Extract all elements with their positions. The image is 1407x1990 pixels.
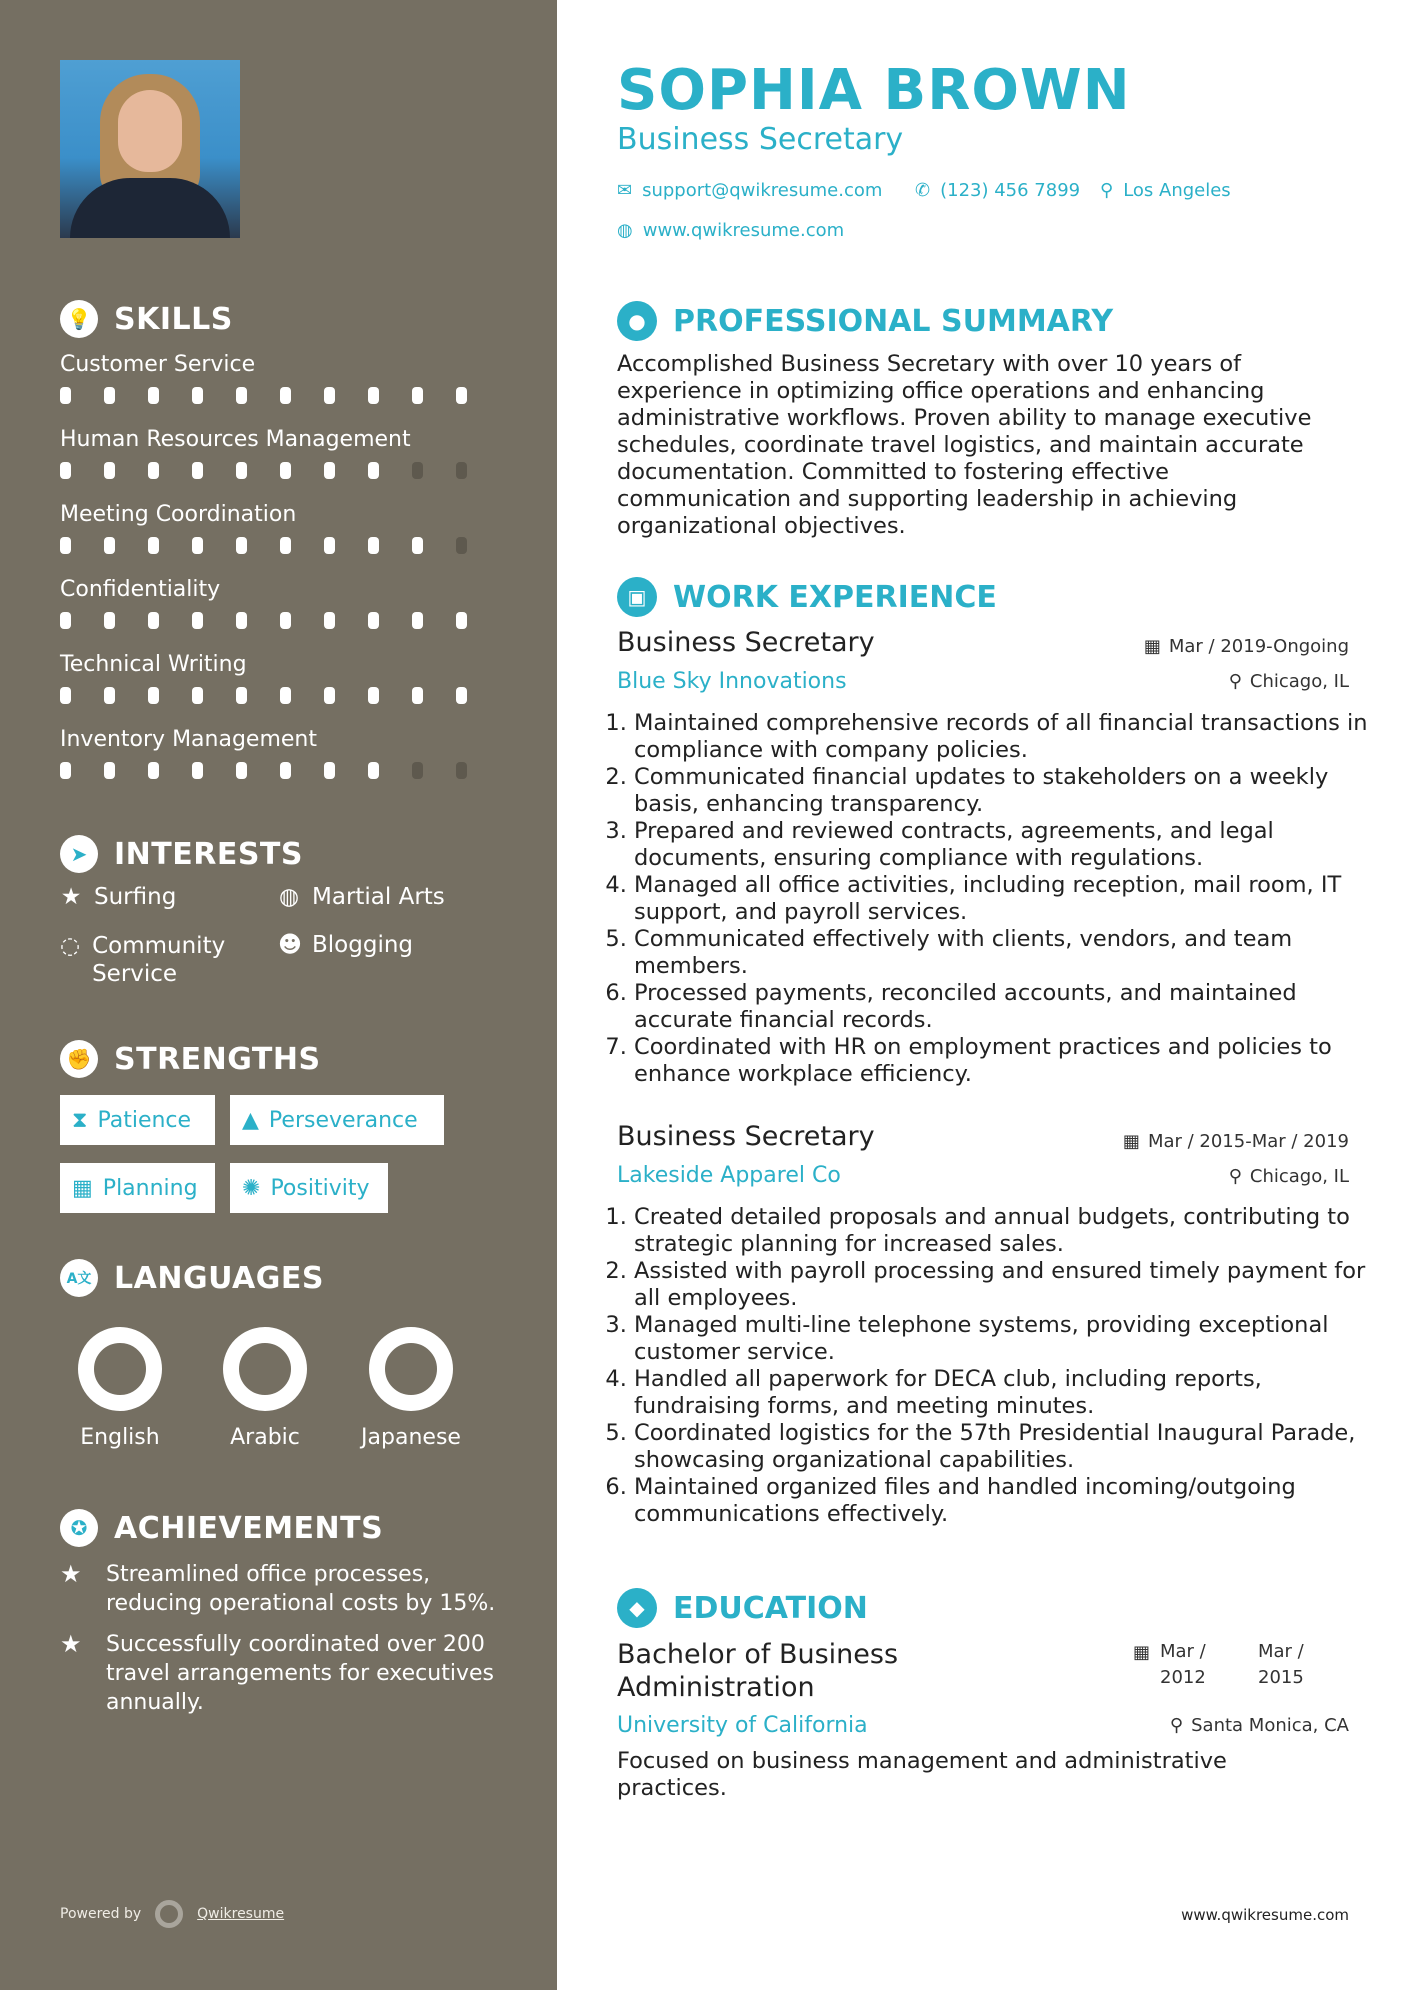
rating-dot <box>456 612 467 629</box>
rating-dot <box>280 537 291 554</box>
translate-icon: A文 <box>60 1259 98 1297</box>
list-item: 3. Prepared and reviewed contracts, agreements, and legal documents, ensuring compliance with regulations. <box>634 818 1374 872</box>
strength-tag: ▲ Perseverance <box>230 1095 444 1145</box>
rating-dot <box>280 462 291 479</box>
globe-icon: ◍ <box>617 220 633 241</box>
rating-dot <box>192 612 203 629</box>
list-item: 5. Coordinated logistics for the 57th Presidential Inaugural Parade, showcasing organizational capabilities. <box>634 1420 1374 1474</box>
globe-icon: ◍ <box>278 884 300 910</box>
strength-tag: ⧗ Patience <box>60 1095 215 1145</box>
list-item: 2. Assisted with payroll processing and ensured timely payment for all employees. <box>634 1258 1374 1312</box>
skill-name: Customer Service <box>60 352 256 377</box>
skill-rating <box>60 687 500 704</box>
rating-dot <box>324 762 335 779</box>
trophy-star-icon: ✪ <box>60 1509 98 1547</box>
calendar-icon: ▦ <box>1122 1131 1140 1152</box>
school: University of California <box>617 1713 868 1738</box>
rating-dot <box>236 537 247 554</box>
skill-name: Meeting Coordination <box>60 502 297 527</box>
rating-dot <box>60 387 71 404</box>
job-dates: ▦ Mar / 2015-Mar / 2019 <box>1122 1131 1349 1152</box>
interest-item: ☻ Blogging <box>278 932 414 958</box>
skill-rating <box>60 462 500 479</box>
rating-dot <box>456 462 467 479</box>
list-item: 5. Communicated effectively with clients, vendors, and team members. <box>634 926 1374 980</box>
rating-dot <box>280 762 291 779</box>
language-item: English <box>50 1325 190 1450</box>
pin-icon: ⚲ <box>1228 671 1242 692</box>
list-item: 4. Managed all office activities, including reception, mail room, IT support, and payroll services. <box>634 872 1374 926</box>
skill-item <box>60 502 500 554</box>
sun-icon: ✺ <box>242 1175 261 1201</box>
lightbulb-icon: 💡 <box>60 300 98 338</box>
rating-dot <box>456 762 467 779</box>
rating-dot <box>412 462 423 479</box>
climbing-icon: ▲ <box>242 1107 259 1133</box>
location-contact: ⚲ Los Angeles <box>1100 180 1231 201</box>
interest-item: ◌ Community Service <box>60 933 226 987</box>
rating-dot <box>324 687 335 704</box>
rating-dot <box>104 687 115 704</box>
achievement-item: ★ Streamlined office processes, reducing operational costs by 15%. <box>60 1560 496 1616</box>
list-item: 6. Processed payments, reconciled accounts, and maintained accurate financial records. <box>634 980 1374 1034</box>
list-item: 6. Maintained organized files and handled incoming/outgoing communications effectively. <box>634 1474 1374 1528</box>
rating-dot <box>368 612 379 629</box>
rating-dot <box>192 687 203 704</box>
list-item: 3. Managed multi-line telephone systems, providing exceptional customer service. <box>634 1312 1374 1366</box>
powered-by: Powered by Qwikresume <box>60 1900 284 1928</box>
skill-item <box>60 352 500 404</box>
rating-dot <box>148 387 159 404</box>
rating-dot <box>368 762 379 779</box>
rating-dot <box>192 387 203 404</box>
rating-dot <box>280 687 291 704</box>
achievement-item: ★ Successfully coordinated over 200 travel arrangements for executives annually. <box>60 1630 494 1715</box>
pin-icon: ⚲ <box>1228 1166 1242 1187</box>
rating-dot <box>148 462 159 479</box>
rating-dot <box>280 612 291 629</box>
skill-item <box>60 577 500 629</box>
rating-dot <box>456 687 467 704</box>
edu-end-date: Mar / 2015 <box>1258 1641 1304 1688</box>
rating-dot <box>324 537 335 554</box>
edu-description: Focused on business management and administrative practices. <box>617 1748 1227 1801</box>
achievements-heading: ✪ ACHIEVEMENTS <box>60 1509 383 1547</box>
shooting-star-icon: ★ <box>60 1630 82 1658</box>
interest-item: ◍ Martial Arts <box>278 884 445 910</box>
rating-dot <box>324 387 335 404</box>
job-location: ⚲ Chicago, IL <box>1228 671 1349 692</box>
rating-dot <box>236 612 247 629</box>
languages-heading: A文 LANGUAGES <box>60 1259 324 1297</box>
language-ring <box>76 1325 164 1413</box>
graduation-cap-icon: ◆ <box>617 1588 657 1628</box>
strength-tag: ✺ Positivity <box>230 1163 388 1213</box>
pin-icon: ⚲ <box>1169 1715 1184 1736</box>
skill-rating <box>60 387 500 404</box>
job-title: Business Secretary <box>617 1121 875 1152</box>
edu-calendar-icon: ▦ <box>1133 1642 1151 1663</box>
fist-icon: ✊ <box>60 1040 98 1078</box>
skills-heading: 💡 SKILLS <box>60 300 233 338</box>
shooting-star-icon: ★ <box>60 1560 82 1588</box>
rating-dot <box>60 537 71 554</box>
rating-dot <box>236 687 247 704</box>
skill-item <box>60 727 500 779</box>
strength-tag: ▦ Planning <box>60 1163 215 1213</box>
language-item: Arabic <box>195 1325 335 1450</box>
rating-dot <box>60 612 71 629</box>
rating-dot <box>412 387 423 404</box>
rating-dot <box>412 687 423 704</box>
rating-dot <box>456 537 467 554</box>
sidebar <box>0 0 557 1990</box>
rating-dot <box>192 462 203 479</box>
job-location: ⚲ Chicago, IL <box>1228 1166 1349 1187</box>
rating-dot <box>456 387 467 404</box>
summary-text: Accomplished Business Secretary with over 10 years of experience in optimizing office operations and enhancing administrative workflows. Proven ability to manage executive schedules, coordinate travel logistics, and maintain accurate documentation. Committed to fostering effective communication and supporting leadership in achieving organizational objectives. <box>617 351 1312 539</box>
phone-contact: ✆ (123) 456 7899 <box>915 180 1081 201</box>
interest-item: ★ Surfing <box>60 884 177 910</box>
rating-dot <box>60 462 71 479</box>
rating-dot <box>148 687 159 704</box>
rating-dot <box>192 537 203 554</box>
website-contact[interactable]: ◍ www.qwikresume.com <box>617 220 845 241</box>
rating-dot <box>148 612 159 629</box>
job-bullets <box>610 710 1374 1088</box>
rating-dot <box>368 387 379 404</box>
skill-item <box>60 652 500 704</box>
skill-name: Human Resources Management <box>60 427 411 452</box>
rating-dot <box>60 762 71 779</box>
rating-dot <box>148 537 159 554</box>
list-item: 4. Handled all paperwork for DECA club, including reports, fundraising forms, and meeting minutes. <box>634 1366 1374 1420</box>
experience-heading: ▣ WORK EXPERIENCE <box>617 577 997 617</box>
briefcase-icon: ▣ <box>617 577 657 617</box>
hands-icon: ◌ <box>60 933 81 959</box>
list-item: 7. Coordinated with HR on employment practices and policies to enhance workplace efficiency. <box>634 1034 1374 1088</box>
edu-location: ⚲ Santa Monica, CA <box>1169 1715 1349 1736</box>
list-item: 1. Created detailed proposals and annual budgets, contributing to strategic planning for increased sales. <box>634 1204 1374 1258</box>
rating-dot <box>412 762 423 779</box>
summary-heading: ● PROFESSIONAL SUMMARY <box>617 301 1113 341</box>
language-ring <box>367 1325 455 1413</box>
rating-dot <box>104 612 115 629</box>
skill-rating <box>60 537 500 554</box>
hourglass-icon: ⧗ <box>72 1107 88 1133</box>
rating-dot <box>368 687 379 704</box>
phone-icon: ✆ <box>915 180 931 201</box>
rating-dot <box>368 537 379 554</box>
footer-website[interactable]: www.qwikresume.com <box>1181 1906 1349 1924</box>
job-title: Business Secretary <box>617 627 875 658</box>
degree: Bachelor of Business Administration <box>617 1639 899 1703</box>
language-item: Japanese <box>341 1325 481 1450</box>
skill-name: Confidentiality <box>60 577 221 602</box>
list-item: 1. Maintained comprehensive records of all financial transactions in compliance with company policies. <box>634 710 1374 764</box>
rating-dot <box>148 762 159 779</box>
paper-plane-icon: ➤ <box>60 835 98 873</box>
job-company: Lakeside Apparel Co <box>617 1163 841 1188</box>
rating-dot <box>236 462 247 479</box>
user-icon: ● <box>617 301 657 341</box>
brand-link[interactable]: Qwikresume <box>197 1906 285 1922</box>
rating-dot <box>412 612 423 629</box>
profile-photo <box>60 60 240 238</box>
rating-dot <box>104 537 115 554</box>
rating-dot <box>236 387 247 404</box>
calendar-icon: ▦ <box>1143 636 1161 657</box>
map-pin-icon: ⚲ <box>1100 180 1114 201</box>
candidate-role: Business Secretary <box>617 122 904 157</box>
users-icon: ☻ <box>278 932 302 958</box>
rating-dot <box>368 462 379 479</box>
rating-dot <box>104 762 115 779</box>
star-icon: ★ <box>60 884 82 910</box>
qwikresume-logo-icon <box>155 1900 183 1928</box>
skill-name: Inventory Management <box>60 727 317 752</box>
candidate-name: SOPHIA BROWN <box>617 58 1131 123</box>
job-company: Blue Sky Innovations <box>617 669 847 694</box>
skill-rating <box>60 612 500 629</box>
list-item: 2. Communicated financial updates to stakeholders on a weekly basis, enhancing transparency. <box>634 764 1374 818</box>
rating-dot <box>280 387 291 404</box>
edu-start-date: Mar / 2012 <box>1160 1641 1206 1688</box>
envelope-icon: ✉ <box>617 180 633 201</box>
strengths-heading: ✊ STRENGTHS <box>60 1040 321 1078</box>
skill-item <box>60 427 500 479</box>
calendar-icon: ▦ <box>72 1175 93 1201</box>
email-contact[interactable]: ✉ support@qwikresume.com <box>617 180 883 201</box>
rating-dot <box>324 612 335 629</box>
interests-heading: ➤ INTERESTS <box>60 835 303 873</box>
rating-dot <box>412 537 423 554</box>
language-ring <box>221 1325 309 1413</box>
rating-dot <box>104 387 115 404</box>
rating-dot <box>60 687 71 704</box>
rating-dot <box>236 762 247 779</box>
job-dates: ▦ Mar / 2019-Ongoing <box>1143 636 1349 657</box>
job-bullets <box>610 1204 1374 1528</box>
rating-dot <box>192 762 203 779</box>
education-heading: ◆ EDUCATION <box>617 1588 868 1628</box>
skill-rating <box>60 762 500 779</box>
rating-dot <box>104 462 115 479</box>
skill-name: Technical Writing <box>60 652 247 677</box>
rating-dot <box>324 462 335 479</box>
